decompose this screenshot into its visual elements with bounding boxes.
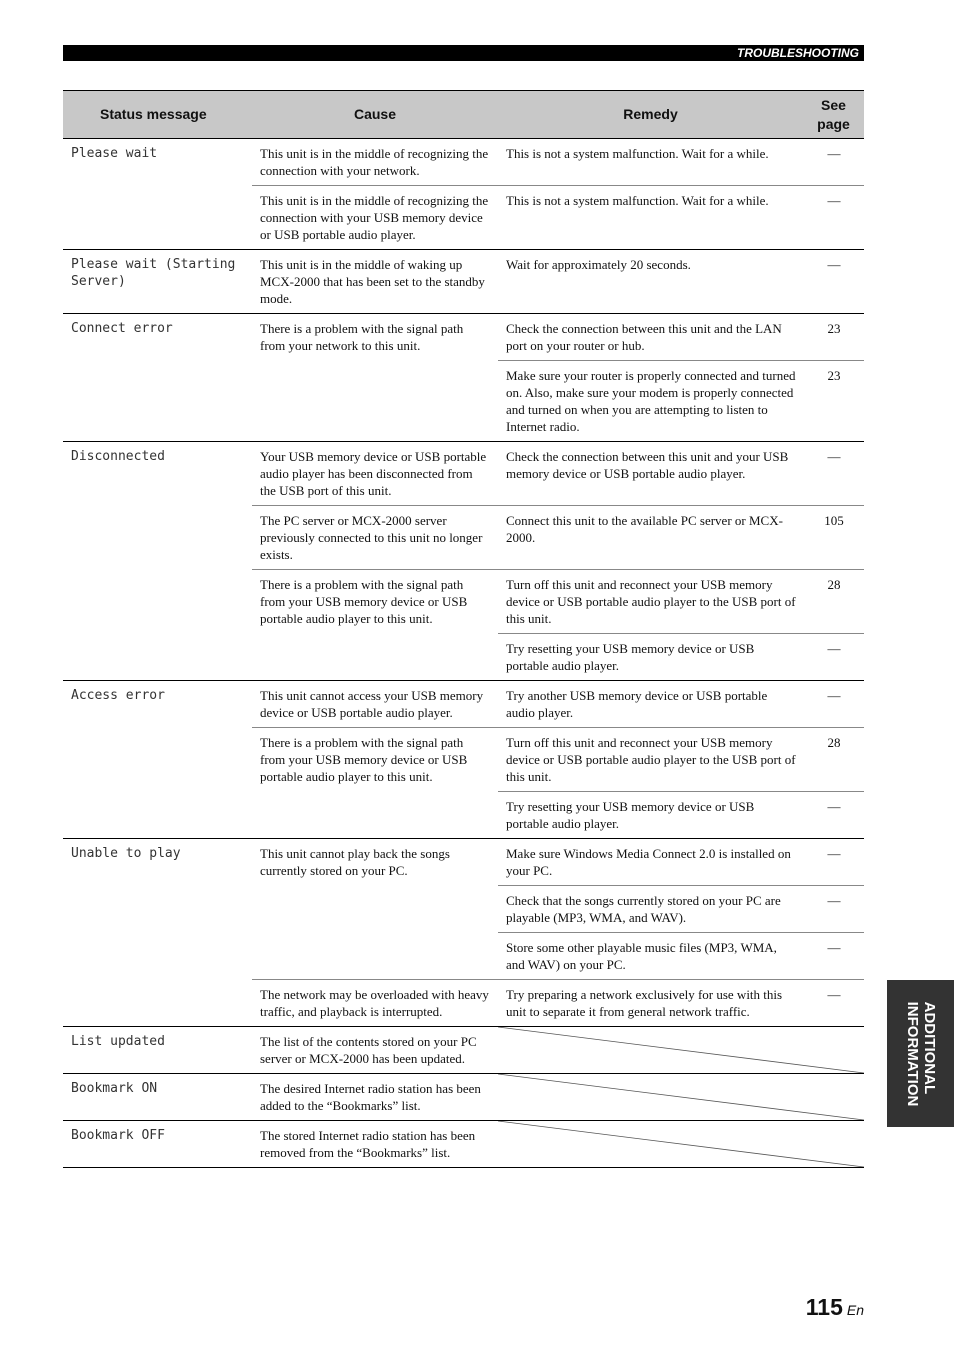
cause-cell: There is a problem with the signal path from your USB memory device or USB portable audio player to this unit. (252, 570, 498, 681)
table-row (63, 1074, 864, 1121)
page-number: 115 En (805, 1294, 864, 1320)
table-header-row (63, 91, 864, 139)
column-header-cause: Cause (252, 91, 498, 139)
see-page-cell: 28 (803, 728, 864, 792)
status-message: Please wait (63, 139, 252, 250)
status-message: List updated (63, 1027, 252, 1074)
cause-cell: This unit is in the middle of recognizing the connection with your USB memory device or USB portable audio player. (252, 186, 498, 250)
table-row (63, 1121, 864, 1168)
table-row (63, 1027, 864, 1074)
section-title: TROUBLESHOOTING (737, 46, 859, 60)
table-row (63, 681, 864, 728)
cause-cell: The PC server or MCX-2000 server previously connected to this unit no longer exists. (252, 506, 498, 570)
see-page-cell: 23 (803, 314, 864, 361)
remedy-cell: Check the connection between this unit and the LAN port on your router or hub. (498, 314, 803, 361)
see-page-cell: 23 (803, 361, 864, 442)
see-page-cell: — (803, 980, 864, 1027)
diagonal-slash (498, 1121, 864, 1167)
see-page-cell: 28 (803, 570, 864, 634)
cause-cell: The desired Internet radio station has been added to the “Bookmarks” list. (252, 1074, 498, 1121)
not-applicable-cell (498, 1074, 864, 1121)
remedy-cell: This is not a system malfunction. Wait for a while. (498, 139, 803, 186)
remedy-cell: Store some other playable music files (MP3, WMA, and WAV) on your PC. (498, 933, 803, 980)
cause-cell: The list of the contents stored on your PC server or MCX-2000 has been updated. (252, 1027, 498, 1074)
cause-cell: There is a problem with the signal path from your USB memory device or USB portable audio player to this unit. (252, 728, 498, 839)
column-header-status: Status message (63, 91, 252, 139)
remedy-cell: Make sure your router is properly connected and turned on. Also, make sure your modem is properly connected and turned on when you are attempting to listen to Internet radio. (498, 361, 803, 442)
side-tab-label: ADDITIONAL INFORMATION (903, 1001, 938, 1106)
status-message: Please wait (Starting Server) (63, 250, 252, 314)
table-row (63, 442, 864, 506)
see-page-cell: — (803, 933, 864, 980)
table-row (63, 839, 864, 886)
cause-cell: Your USB memory device or USB portable audio player has been disconnected from the USB port of this unit. (252, 442, 498, 506)
not-applicable-cell (498, 1121, 864, 1168)
side-section-tab (887, 980, 954, 1127)
cause-cell: This unit is in the middle of recognizing the connection with your network. (252, 139, 498, 186)
diagonal-slash (498, 1074, 864, 1120)
cause-cell: This unit cannot access your USB memory device or USB portable audio player. (252, 681, 498, 728)
table-row (63, 250, 864, 314)
remedy-cell: Try resetting your USB memory device or USB portable audio player. (498, 634, 803, 681)
see-page-cell: — (803, 186, 864, 250)
section-header-bar (63, 45, 864, 61)
cause-cell: The stored Internet radio station has been removed from the “Bookmarks” list. (252, 1121, 498, 1168)
cause-cell: This unit cannot play back the songs currently stored on your PC. (252, 839, 498, 980)
see-page-cell: — (803, 634, 864, 681)
column-header-remedy: Remedy (498, 91, 803, 139)
status-message: Unable to play (63, 839, 252, 1027)
remedy-cell: Try preparing a network exclusively for use with this unit to separate it from general network traffic. (498, 980, 803, 1027)
diagonal-slash (498, 1027, 864, 1073)
status-message: Access error (63, 681, 252, 839)
remedy-cell: Connect this unit to the available PC server or MCX-2000. (498, 506, 803, 570)
remedy-cell: Try resetting your USB memory device or USB portable audio player. (498, 792, 803, 839)
cause-cell: The network may be overloaded with heavy traffic, and playback is interrupted. (252, 980, 498, 1027)
cause-cell: There is a problem with the signal path from your network to this unit. (252, 314, 498, 442)
see-page-cell: — (803, 139, 864, 186)
status-message: Bookmark ON (63, 1074, 252, 1121)
remedy-cell: This is not a system malfunction. Wait for a while. (498, 186, 803, 250)
see-page-cell: — (803, 839, 864, 886)
remedy-cell: Turn off this unit and reconnect your USB memory device or USB portable audio player to the USB port of this unit. (498, 728, 803, 792)
remedy-cell: Turn off this unit and reconnect your USB memory device or USB portable audio player to the USB port of this unit. (498, 570, 803, 634)
table-body (63, 139, 864, 1168)
see-page-cell: — (803, 886, 864, 933)
remedy-cell: Try another USB memory device or USB portable audio player. (498, 681, 803, 728)
not-applicable-cell (498, 1027, 864, 1074)
remedy-cell: Check the connection between this unit and your USB memory device or USB portable audio player. (498, 442, 803, 506)
column-header-page: See page (803, 91, 864, 139)
table-row (63, 139, 864, 186)
remedy-cell: Wait for approximately 20 seconds. (498, 250, 803, 314)
troubleshooting-table (63, 90, 864, 1168)
see-page-cell: 105 (803, 506, 864, 570)
language-code: En (846, 1302, 864, 1318)
status-message: Bookmark OFF (63, 1121, 252, 1168)
see-page-cell: — (803, 792, 864, 839)
cause-cell: This unit is in the middle of waking up MCX-2000 that has been set to the standby mode. (252, 250, 498, 314)
status-message: Disconnected (63, 442, 252, 681)
remedy-cell: Check that the songs currently stored on your PC are playable (MP3, WMA, and WAV). (498, 886, 803, 933)
status-message: Connect error (63, 314, 252, 442)
see-page-cell: — (803, 681, 864, 728)
see-page-cell: — (803, 250, 864, 314)
see-page-cell: — (803, 442, 864, 506)
table-row (63, 314, 864, 361)
remedy-cell: Make sure Windows Media Connect 2.0 is installed on your PC. (498, 839, 803, 886)
